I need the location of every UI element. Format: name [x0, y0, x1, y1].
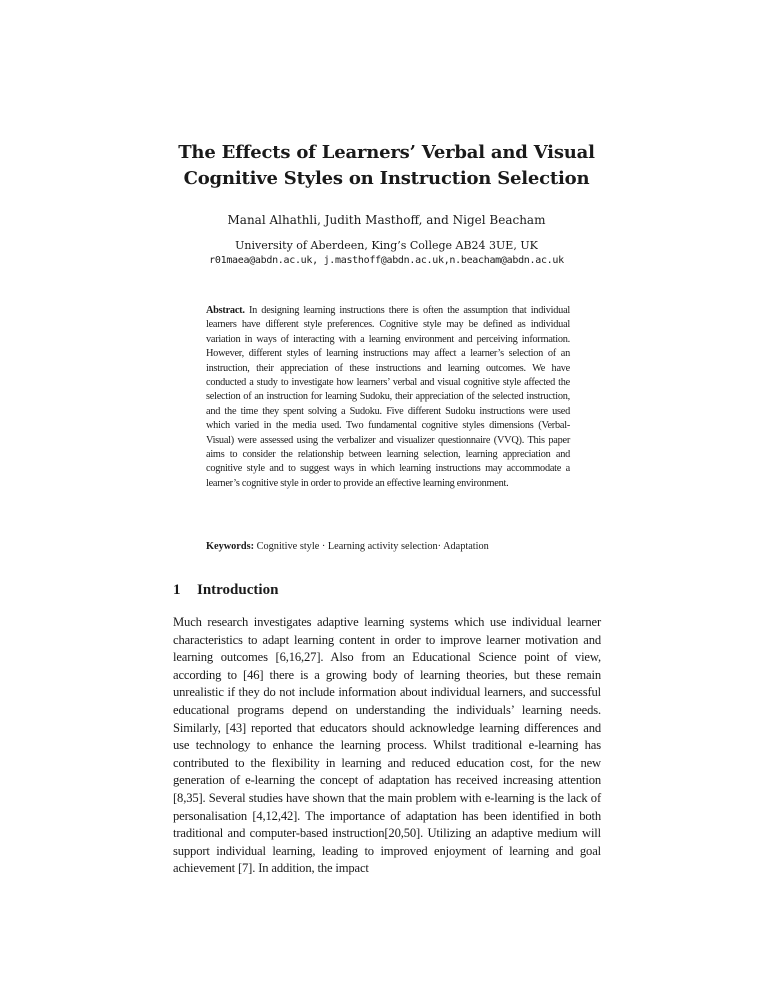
keywords-label: Keywords:: [206, 541, 257, 552]
author-list: Manal Alhathli, Judith Masthoff, and Nigel Beacham: [227, 213, 546, 227]
title-line-1: The Effects of Learners’ Verbal and Visual: [178, 142, 595, 163]
introduction-paragraph: Much research investigates adaptive learning systems which use individual learner characteristics to adapt learning content in order to improve learner motivation and learning outcomes [6,16,27]. Also from an Educational Science point of view, according to [46] there is a growing body of learning theories, but these remain unrealistic if they do not include information about individual learners, and successful educational programs depend on understanding the individuals’ learning needs. Similarly, [43] reported that educators should acknowledge learning differences and use technology to enhance the learning process. Whilst traditional e-learning has contributed to the flexibility in learning and reduced education cost, for the new generation of e-learning the concept of adaptation has received increasing attention [8,35]. Several studies have shown that the main problem with e-learning is the lack of personalisation [4,12,42]. The importance of adaptation has been identified in both traditional and computer-based instruction[20,50]. Utilizing an adaptive medium will support individual learning, leading to improved enjoyment of learning and goal achievement [7]. In addition, the impact: [173, 615, 601, 876]
abstract-label: Abstract.: [206, 305, 249, 316]
section-title: Introduction: [197, 582, 279, 598]
section-heading: [173, 580, 278, 600]
author-emails: r01maea@abdn.ac.uk, j.masthoff@abdn.ac.uk,n.beacham@abdn.ac.uk: [209, 255, 564, 266]
affiliation: University of Aberdeen, King’s College AB24 3UE, UK: [235, 239, 538, 252]
abstract-text: In designing learning instructions there is often the assumption that individual learners have different style preferences. Cognitive style may be defined as individual variation in ways of interacting with a learning environment and perceiving information. However, different styles of learning instructions may affect a learner’s selection of an instruction, their appreciation of these instructions and learning outcomes. We have conducted a study to investigate how learners’ verbal and visual cognitive style affected the selection of an instruction for learning Sudoku, their appreciation of the selected instruction, and the time they spent solving a Sudoku. Five different Sudoku instructions were used which varied in the media used. Two fundamental cognitive styles dimensions (Verbal-Visual) were assessed using the verbalizer and visualizer questionnaire (VVQ). This paper aims to consider the relationship between learning selection, learning appreciation and cognitive style and to suggest ways in which learning instructions may accommodate a learner’s cognitive style in order to provide an effective learning environment.: [206, 305, 571, 489]
section-number: 1: [173, 582, 181, 598]
abstract: [206, 304, 570, 491]
keywords: [206, 540, 586, 554]
keywords-text: Cognitive style · Learning activity selection· Adaptation: [256, 541, 489, 552]
title-line-2: Cognitive Styles on Instruction Selection: [183, 168, 590, 189]
paper-title: [150, 140, 623, 192]
